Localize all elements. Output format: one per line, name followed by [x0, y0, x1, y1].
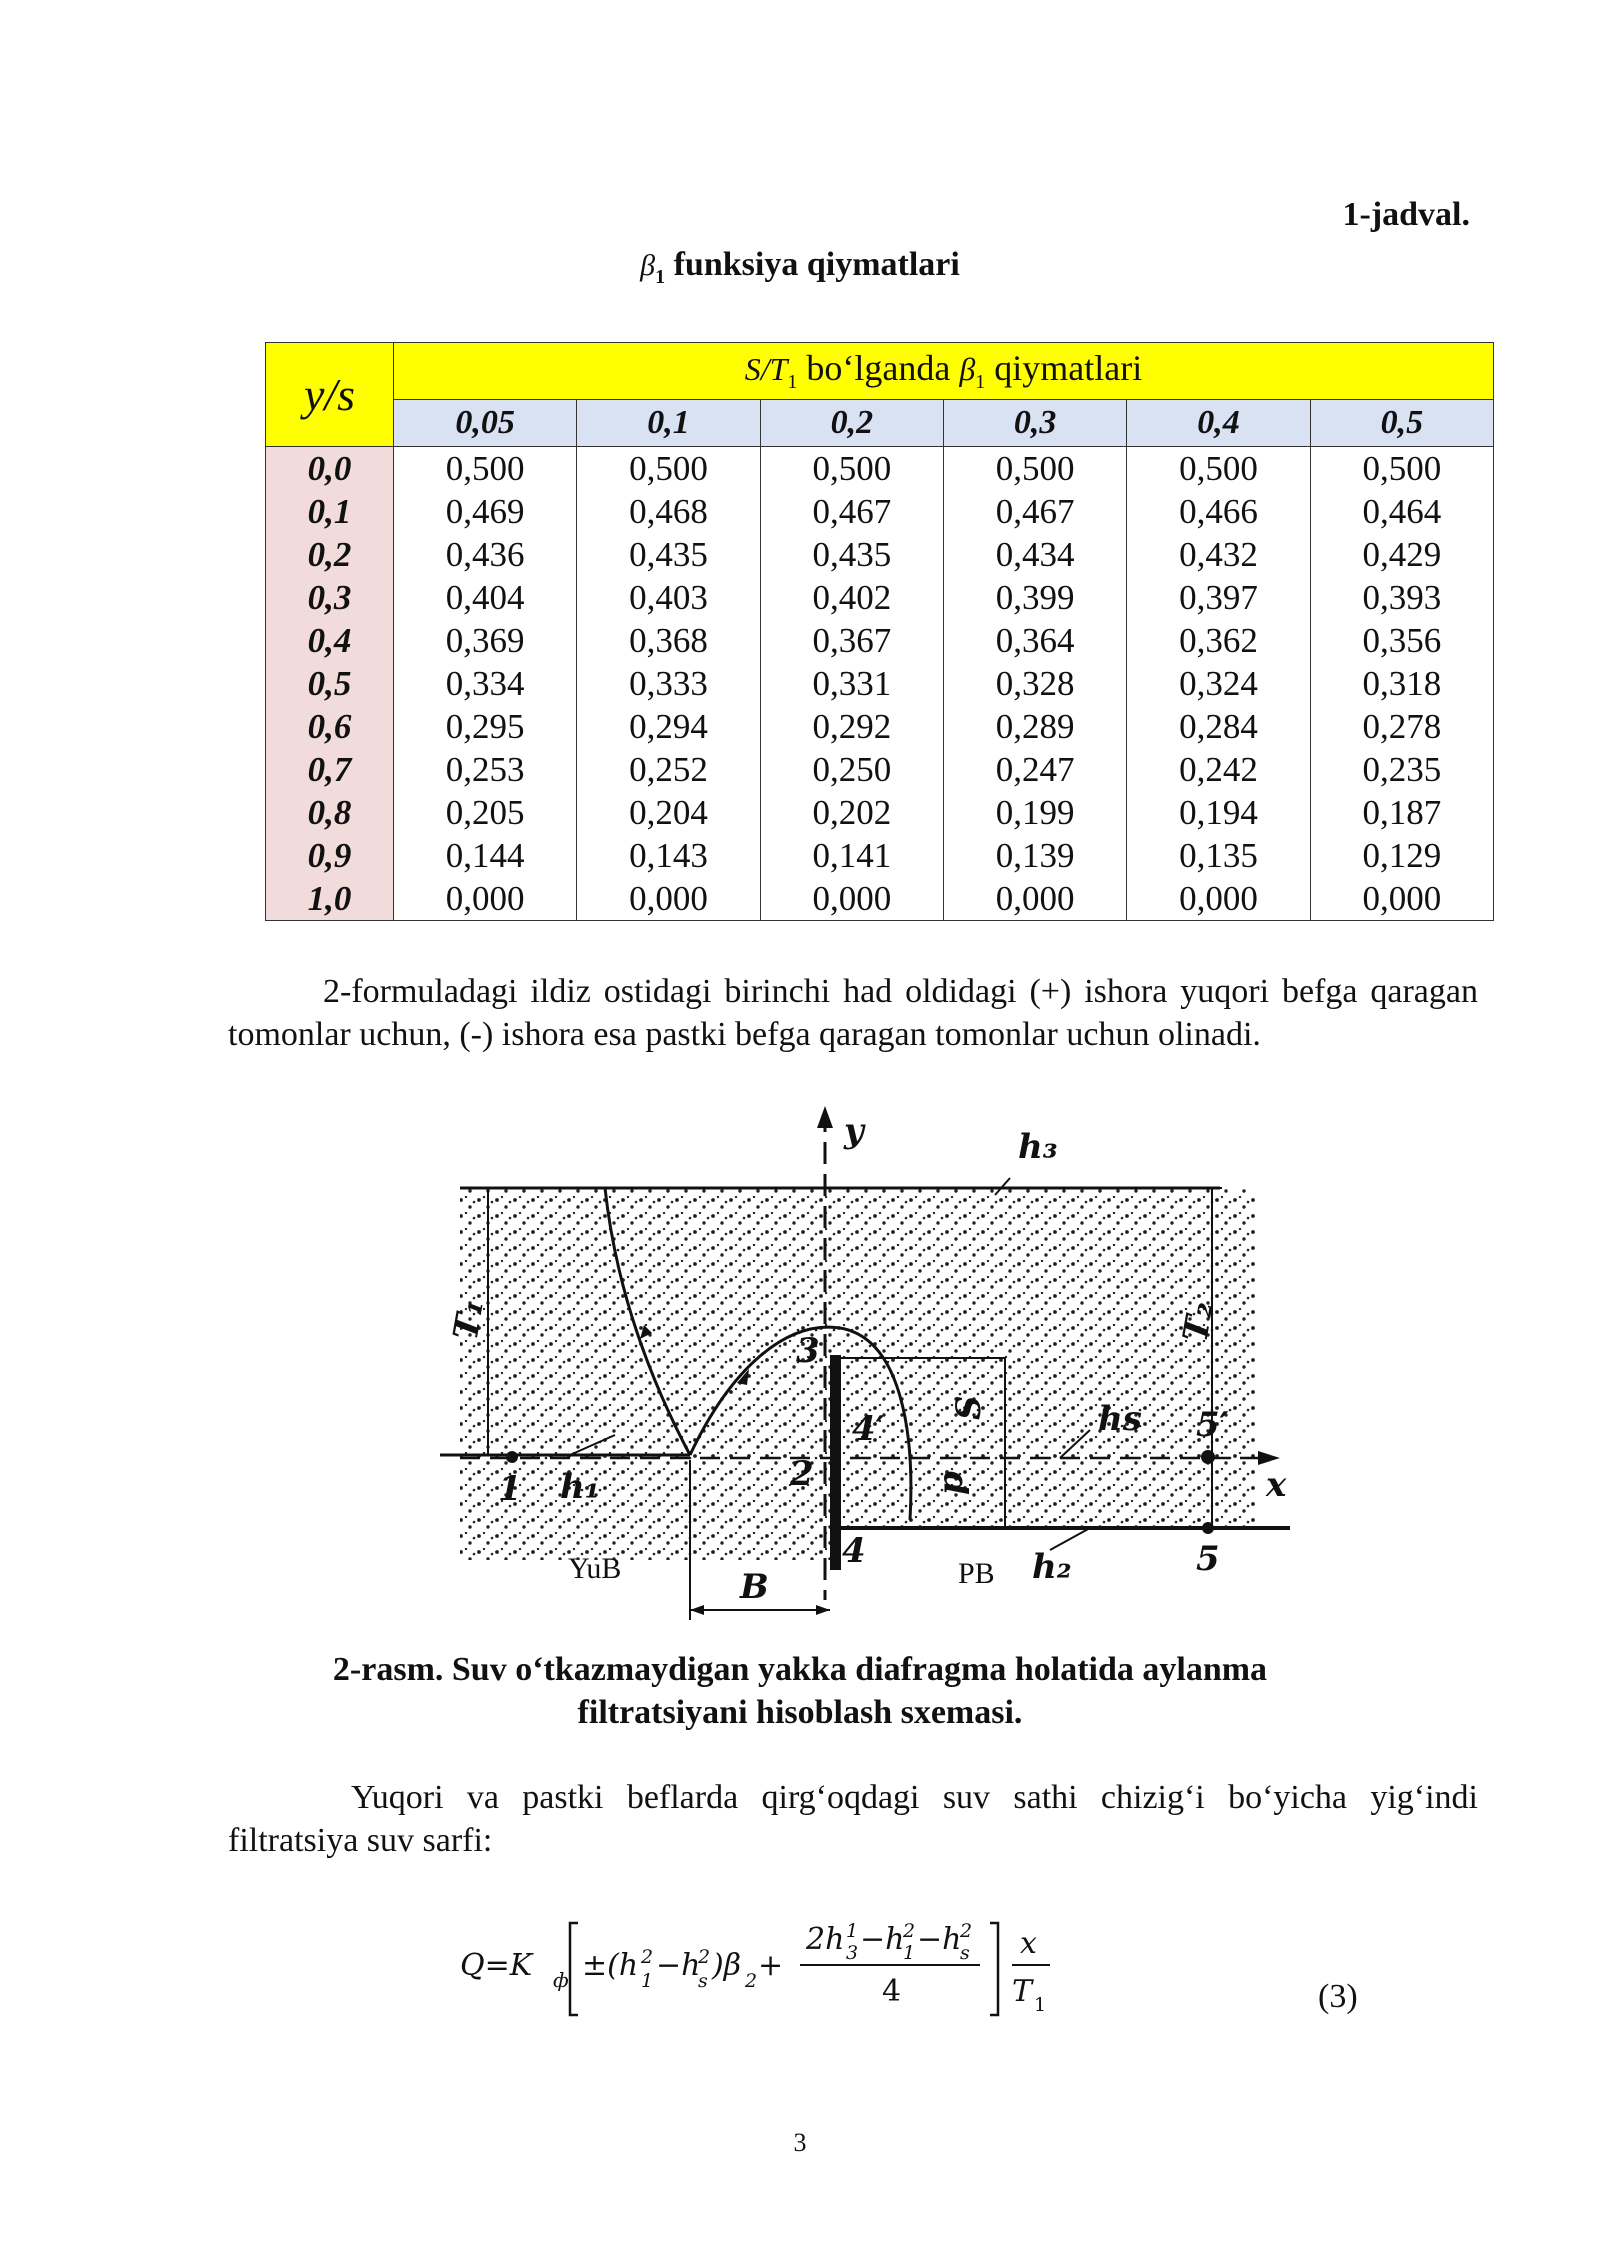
table-cell: 0,364 — [943, 619, 1126, 662]
table-cell: 0,434 — [943, 533, 1126, 576]
figure-caption — [0, 1648, 1600, 1734]
point-5-prime: 5′ — [1196, 1405, 1229, 1445]
header-beta: β — [959, 351, 976, 388]
column-header: 0,2 — [760, 400, 943, 447]
table-cell: 0,204 — [577, 791, 760, 834]
table-cell: 0,500 — [943, 447, 1126, 491]
table-row — [266, 576, 1494, 619]
svg-text:+: + — [758, 1948, 784, 1983]
column-header: 0,1 — [577, 400, 760, 447]
svg-text:±(h: ±(h — [582, 1948, 639, 1983]
table-cell: 0,429 — [1310, 533, 1493, 576]
table-label: 1-jadval. — [1342, 196, 1470, 233]
table-title — [0, 246, 1600, 289]
row-header: 0,2 — [266, 533, 394, 576]
table-cell: 0,324 — [1127, 662, 1310, 705]
caption-line-1: 2-rasm. Suv o‘tkazmaydigan yakka diafragma holatida aylanma — [332, 1651, 1268, 1688]
y-axis-label: y — [844, 1111, 864, 1151]
s-label: S — [949, 1395, 989, 1420]
svg-text:−h: −h — [917, 1922, 962, 1957]
header-beta-sub: 1 — [975, 371, 986, 394]
point-3: 3 — [796, 1331, 820, 1371]
table-cell: 0,500 — [577, 447, 760, 491]
row-header: 0,8 — [266, 791, 394, 834]
column-header: 0,4 — [1127, 400, 1310, 447]
point-4-prime: 4′ — [852, 1409, 885, 1449]
svg-text:1: 1 — [641, 1970, 654, 1992]
beta-table — [265, 342, 1494, 921]
point-4: 4 — [842, 1531, 866, 1571]
svg-text:1: 1 — [846, 1920, 859, 1942]
svg-text:s: s — [960, 1942, 970, 1964]
group-header — [394, 343, 1494, 400]
paragraph-2 — [228, 1776, 1478, 1862]
table-cell: 0,000 — [577, 877, 760, 921]
header-end: qiymatlari — [985, 348, 1143, 389]
table-cell: 0,404 — [394, 576, 577, 619]
table-cell: 0,141 — [760, 834, 943, 877]
table-cell: 0,294 — [577, 705, 760, 748]
row-header: 0,0 — [266, 447, 394, 491]
row-header: 0,9 — [266, 834, 394, 877]
h2-label: h₂ — [1032, 1547, 1072, 1587]
table-cell: 0,000 — [394, 877, 577, 921]
row-header: 1,0 — [266, 877, 394, 921]
svg-text:2: 2 — [745, 1970, 758, 1992]
table-cell: 0,318 — [1310, 662, 1493, 705]
page-number: 3 — [793, 2128, 807, 2157]
table-cell: 0,393 — [1310, 576, 1493, 619]
table-cell: 0,468 — [577, 490, 760, 533]
table-cell: 0,235 — [1310, 748, 1493, 791]
header-mid: bo‘lganda — [797, 348, 960, 389]
svg-text:Q=K: Q=K — [460, 1948, 533, 1983]
table-cell: 0,464 — [1310, 490, 1493, 533]
table-cell: 0,467 — [760, 490, 943, 533]
row-header: 0,3 — [266, 576, 394, 619]
column-header: 0,05 — [394, 400, 577, 447]
svg-text:−h: −h — [860, 1922, 905, 1957]
table-cell: 0,432 — [1127, 533, 1310, 576]
hs-label: hs — [1098, 1399, 1142, 1439]
row-header: 0,5 — [266, 662, 394, 705]
table-cell: 0,334 — [394, 662, 577, 705]
point-1: 1 — [498, 1469, 522, 1509]
t1-label: T₁ — [445, 1296, 493, 1343]
svg-text:s: s — [698, 1970, 708, 1992]
table-cell: 0,500 — [760, 447, 943, 491]
h1-label: h₁ — [560, 1467, 600, 1507]
table-cell: 0,247 — [943, 748, 1126, 791]
st-sub: 1 — [787, 371, 798, 394]
row-header: 0,4 — [266, 619, 394, 662]
paragraph-2-text: Yuqori va pastki beflarda qirg‘oqdagi suv sathi chizig‘i bo‘yicha yig‘indi filtratsiya suv sarfi: — [228, 1779, 1478, 1859]
svg-text:4: 4 — [882, 1974, 902, 2009]
table-cell: 0,000 — [760, 877, 943, 921]
h3-label: h₃ — [1018, 1127, 1058, 1167]
table-cell: 0,403 — [577, 576, 760, 619]
yub-label: YuB — [568, 1552, 622, 1585]
svg-text:1: 1 — [903, 1942, 916, 1964]
table-row — [266, 662, 1494, 705]
table-row — [266, 748, 1494, 791]
table-cell: 0,333 — [577, 662, 760, 705]
x-axis-label: x — [1266, 1465, 1287, 1505]
table-cell: 0,202 — [760, 791, 943, 834]
svg-text:)β: )β — [712, 1948, 742, 1983]
table-cell: 0,436 — [394, 533, 577, 576]
table-cell: 0,469 — [394, 490, 577, 533]
table-cell: 0,435 — [760, 533, 943, 576]
svg-text:3: 3 — [846, 1942, 859, 1964]
table-cell: 0,397 — [1127, 576, 1310, 619]
table-cell: 0,129 — [1310, 834, 1493, 877]
table-row — [266, 705, 1494, 748]
svg-text:2: 2 — [641, 1946, 654, 1968]
table-row — [266, 619, 1494, 662]
table-row — [266, 791, 1494, 834]
column-header: 0,3 — [943, 400, 1126, 447]
column-header: 0,5 — [1310, 400, 1493, 447]
formula-number: (3) — [1318, 1978, 1358, 2015]
table-row — [266, 490, 1494, 533]
table-cell: 0,500 — [1127, 447, 1310, 491]
svg-text:2h: 2h — [806, 1922, 845, 1957]
table-cell: 0,205 — [394, 791, 577, 834]
table-cell: 0,242 — [1127, 748, 1310, 791]
table-cell: 0,500 — [394, 447, 577, 491]
table-cell: 0,367 — [760, 619, 943, 662]
table-cell: 0,402 — [760, 576, 943, 619]
table-cell: 0,500 — [1310, 447, 1493, 491]
table-row — [266, 834, 1494, 877]
table-cell: 0,467 — [943, 490, 1126, 533]
table-cell: 0,135 — [1127, 834, 1310, 877]
paragraph-1 — [228, 970, 1478, 1056]
table-cell: 0,356 — [1310, 619, 1493, 662]
svg-text:T: T — [1012, 1974, 1033, 2009]
row-header: 0,7 — [266, 748, 394, 791]
t2-label: T₂ — [1175, 1298, 1222, 1345]
table-cell: 0,000 — [1127, 877, 1310, 921]
svg-text:x: x — [1020, 1926, 1037, 1961]
b-label: B — [740, 1567, 769, 1607]
svg-text:−h: −h — [656, 1948, 701, 1983]
p-label: p — [931, 1471, 971, 1495]
corner-header: y/s — [266, 343, 394, 447]
table-cell: 0,144 — [394, 834, 577, 877]
table-cell: 0,139 — [943, 834, 1126, 877]
table-cell: 0,368 — [577, 619, 760, 662]
table-cell: 0,284 — [1127, 705, 1310, 748]
table-cell: 0,252 — [577, 748, 760, 791]
table-cell: 0,331 — [760, 662, 943, 705]
table-cell: 0,369 — [394, 619, 577, 662]
table-row — [266, 447, 1494, 491]
table-cell: 0,000 — [943, 877, 1126, 921]
table-cell: 0,278 — [1310, 705, 1493, 748]
svg-text:2: 2 — [903, 1920, 916, 1942]
beta-symbol: β — [640, 249, 656, 282]
pb-label: PB — [958, 1557, 995, 1590]
point-5: 5 — [1196, 1539, 1220, 1579]
table-cell: 0,328 — [943, 662, 1126, 705]
svg-text:ф: ф — [553, 1968, 569, 1992]
table-cell: 0,253 — [394, 748, 577, 791]
svg-text:2: 2 — [960, 1920, 973, 1942]
table-cell: 0,187 — [1310, 791, 1493, 834]
table-row — [266, 877, 1494, 921]
table-cell: 0,194 — [1127, 791, 1310, 834]
table-cell: 0,435 — [577, 533, 760, 576]
table-row — [266, 533, 1494, 576]
table-cell: 0,292 — [760, 705, 943, 748]
svg-text:2: 2 — [698, 1946, 711, 1968]
table-cell: 0,295 — [394, 705, 577, 748]
svg-text:1: 1 — [1034, 1994, 1047, 2016]
table-cell: 0,466 — [1127, 490, 1310, 533]
point-2: 2 — [790, 1454, 814, 1494]
formula-3 — [460, 1905, 1160, 2025]
table-title-text: funksiya qiymatlari — [673, 246, 960, 283]
filtration-diagram — [440, 1100, 1310, 1640]
row-header: 0,6 — [266, 705, 394, 748]
paragraph-1-text: 2-formuladagi ildiz ostidagi birinchi had oldidagi (+) ishora yuqori befga qaragan tomonlar uchun, (-) ishora esa pastki befga qaragan tomonlar uchun olinadi. — [228, 973, 1478, 1053]
row-header: 0,1 — [266, 490, 394, 533]
table-cell: 0,143 — [577, 834, 760, 877]
beta-sub: 1 — [655, 265, 666, 288]
st-symbol: S/T — [744, 351, 788, 388]
table-cell: 0,362 — [1127, 619, 1310, 662]
table-cell: 0,399 — [943, 576, 1126, 619]
table-cell: 0,250 — [760, 748, 943, 791]
table-cell: 0,000 — [1310, 877, 1493, 921]
table-cell: 0,199 — [943, 791, 1126, 834]
caption-line-2: filtratsiyani hisoblash sxemasi. — [577, 1694, 1023, 1731]
table-cell: 0,289 — [943, 705, 1126, 748]
